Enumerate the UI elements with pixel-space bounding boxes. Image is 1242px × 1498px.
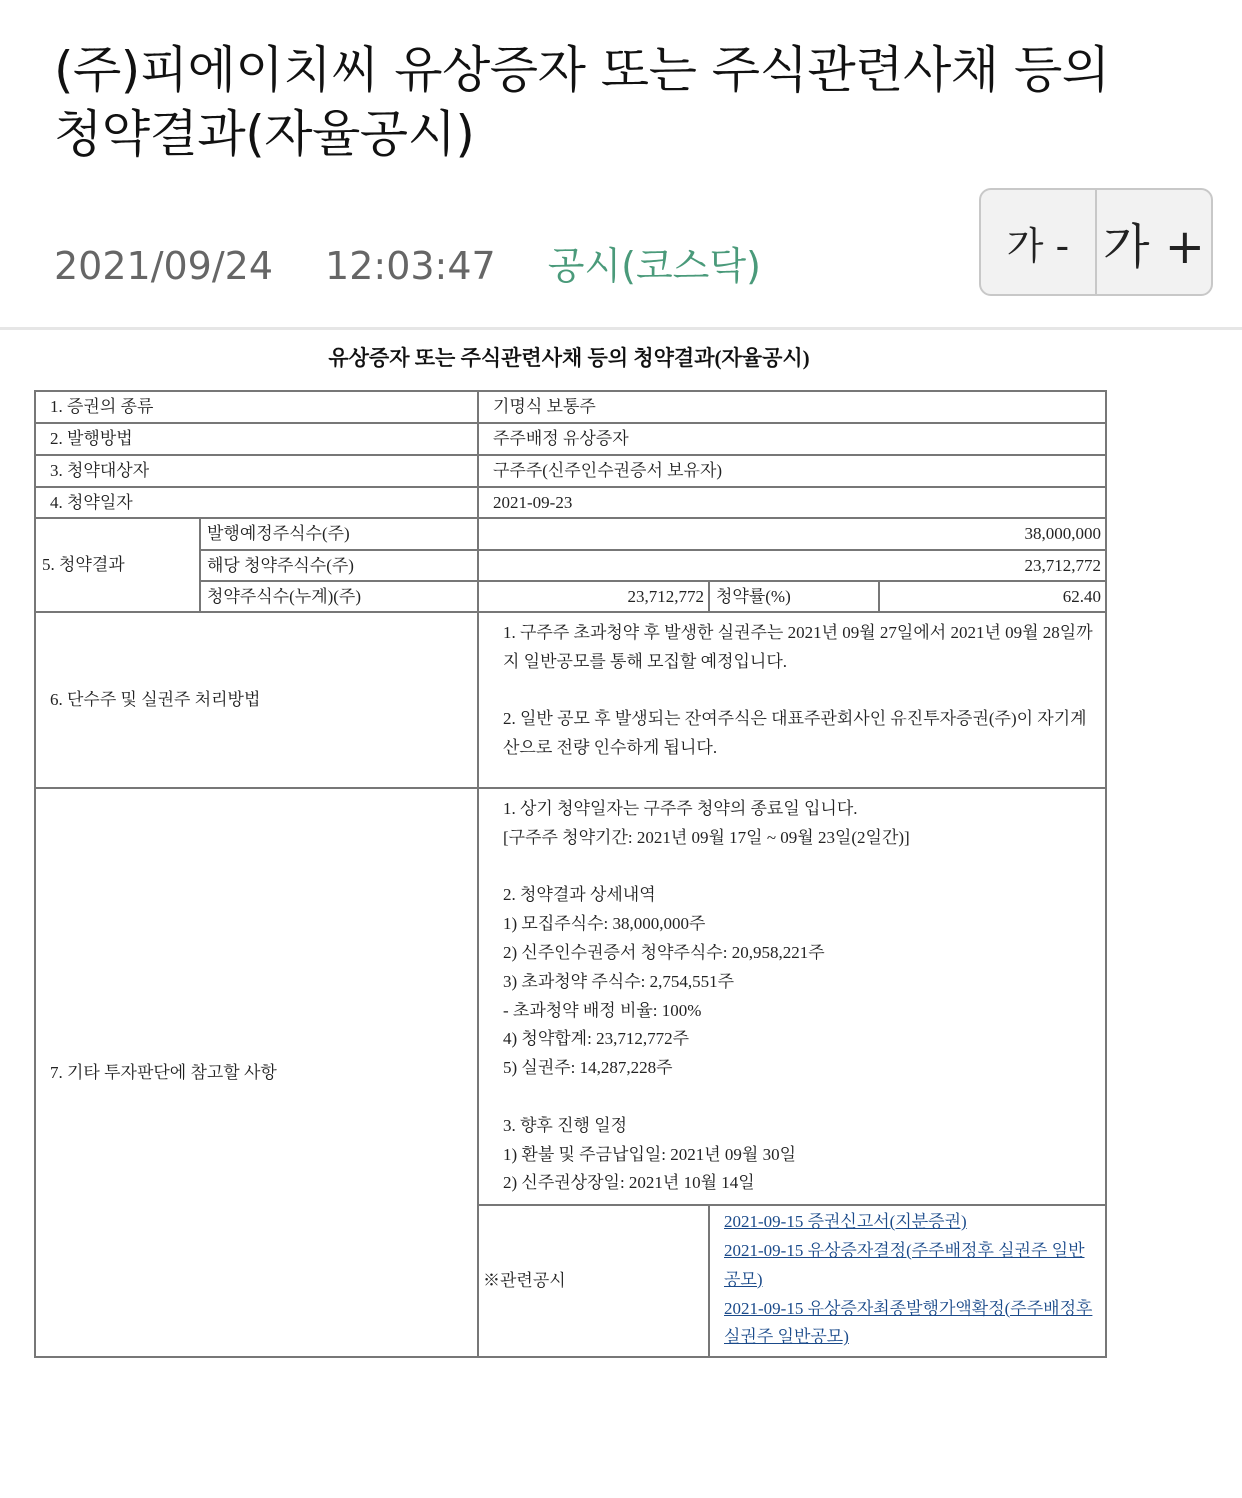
other-info-value [478,788,1106,1205]
page-title: (주)피에이치씨 유상증자 또는 주식관련사채 등의 청약결과(자율공시) [54,41,1110,163]
cumulative-shares-label: 청약주식수(누계)(주) [200,581,478,612]
fraction-handling-label: 6. 단수주 및 실권주 처리방법 [35,612,478,788]
other-info-line: 2. 청약결과 상세내역 [503,885,656,905]
other-info-line: 1. 상기 청약일자는 구주주 청약의 종료일 입니다. [503,799,858,818]
document-title: 유상증자 또는 주식관련사채 등의 청약결과(자율공시) [328,346,810,370]
related-disclosure-label: ※관련공시 [478,1205,709,1357]
other-info-line: 1) 환불 및 주금납입일: 2021년 09월 30일 [503,1144,797,1164]
subscribers-label: 3. 청약대상자 [35,455,478,487]
disclosure-category: 공시(코스닥) [547,244,761,288]
applicable-shares-label: 해당 청약주식수(주) [200,550,478,581]
disclosure-table [34,390,1107,1358]
table-row [35,455,1106,487]
other-info-line: [구주주 청약기간: 2021년 09월 17일 ~ 09월 23일(2일간)] [503,827,910,847]
security-type-label: 1. 증권의 종류 [35,391,478,423]
related-disclosure-link[interactable]: 2021-09-15 유상증자결정(주주배정후 실권주 일반공모) [724,1240,1085,1289]
related-disclosure-link[interactable]: 2021-09-15 유상증자최종발행가액확정(주주배정후 실권주 일반공모) [724,1298,1093,1347]
subscription-date-label: 4. 청약일자 [35,487,478,518]
fraction-handling-line: 2. 일반 공모 후 발생되는 잔여주식은 대표주관회사인 유진투자증권(주)이 자기계산으로 전량 인수하게 됩니다. [503,709,1087,758]
other-info-line: 2) 신주권상장일: 2021년 10월 14일 [503,1173,755,1193]
disclosure-time: 12:03:47 [325,244,496,288]
disclosure-date: 2021/09/24 [54,244,274,288]
other-info-line: 5) 실권주: 14,287,228주 [503,1058,673,1078]
other-info-line: 3. 향후 진행 일정 [503,1115,628,1135]
subscribers-value: 구주주(신주인수권증서 보유자) [478,455,1106,487]
planned-shares-value: 38,000,000 [478,518,1106,550]
fraction-handling-line: 1. 구주주 초과청약 후 발생한 실권주는 2021년 09월 27일에서 2021년 09월 28일까지 일반공모를 통해 모집할 예정입니다. [503,623,1093,671]
disclosure-meta [54,242,761,290]
table-row [35,423,1106,455]
table-row [35,518,1106,550]
table-row [35,612,1106,788]
table-row [35,487,1106,518]
font-decrease-button[interactable]: 가 - [981,190,1097,294]
fraction-handling-value [478,612,1106,788]
other-info-line: 3) 초과청약 주식수: 2,754,551주 [503,971,735,991]
result-label: 5. 청약결과 [35,518,200,612]
related-disclosure-links [709,1205,1106,1357]
issue-method-label: 2. 발행방법 [35,423,478,455]
issue-method-value: 주주배정 유상증자 [478,423,1106,455]
subscription-date-value: 2021-09-23 [478,487,1106,518]
other-info-line: 2) 신주인수권증서 청약주식수: 20,958,221주 [503,942,825,962]
applicable-shares-value: 23,712,772 [478,550,1106,581]
subscription-rate-label: 청약률(%) [709,581,879,612]
table-row [35,788,1106,1205]
other-info-label: 7. 기타 투자판단에 참고할 사항 [35,788,478,1357]
planned-shares-label: 발행예정주식수(주) [200,518,478,550]
header-divider [0,327,1242,330]
other-info-line: 1) 모집주식수: 38,000,000주 [503,914,706,934]
other-info-line: 4) 청약합계: 23,712,772주 [503,1029,689,1049]
cumulative-shares-value: 23,712,772 [478,581,709,612]
subscription-rate-value: 62.40 [879,581,1106,612]
font-size-control [979,188,1213,296]
security-type-value: 기명식 보통주 [478,391,1106,423]
related-disclosure-link[interactable]: 2021-09-15 증권신고서(지분증권) [724,1212,967,1232]
table-row [35,391,1106,423]
font-increase-button[interactable]: 가 + [1097,190,1211,294]
other-info-line: - 초과청약 배정 비율: 100% [503,1000,702,1020]
